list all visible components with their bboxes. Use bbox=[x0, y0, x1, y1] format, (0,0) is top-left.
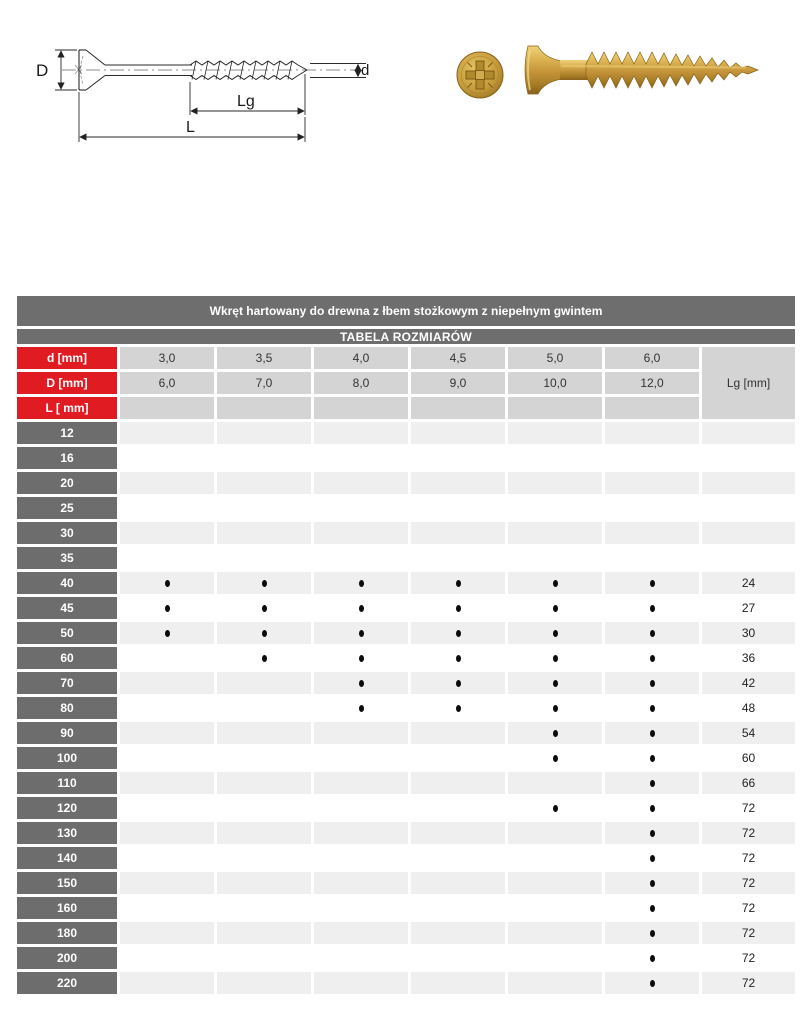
table-row bbox=[17, 847, 795, 869]
availability-dot-cell bbox=[605, 947, 699, 969]
availability-dot-cell bbox=[120, 622, 214, 644]
lg-value-cell bbox=[702, 522, 795, 544]
availability-empty-cell bbox=[508, 772, 602, 794]
availability-empty-cell bbox=[120, 972, 214, 994]
availability-empty-cell bbox=[605, 447, 699, 469]
lg-value-cell: 72 bbox=[702, 822, 795, 844]
table-row bbox=[17, 947, 795, 969]
availability-empty-cell bbox=[217, 772, 311, 794]
availability-empty-cell bbox=[411, 947, 505, 969]
d-value-cell: 4,5 bbox=[411, 347, 505, 369]
availability-dot bbox=[650, 680, 655, 687]
length-value-cell: 160 bbox=[17, 897, 117, 919]
availability-dot bbox=[553, 730, 558, 737]
length-value-cell: 200 bbox=[17, 947, 117, 969]
table-row bbox=[17, 497, 795, 519]
dimension-label-Lg: Lg bbox=[237, 93, 255, 110]
availability-dot bbox=[456, 580, 461, 587]
availability-empty-cell bbox=[217, 747, 311, 769]
availability-dot-cell bbox=[605, 822, 699, 844]
availability-dot bbox=[650, 805, 655, 812]
availability-empty-cell bbox=[508, 847, 602, 869]
availability-dot bbox=[165, 605, 170, 612]
screw-product-photo bbox=[446, 20, 812, 138]
availability-empty-cell bbox=[508, 897, 602, 919]
availability-empty-cell bbox=[314, 522, 408, 544]
availability-empty-cell bbox=[314, 472, 408, 494]
screw-thread bbox=[586, 52, 758, 88]
availability-dot bbox=[650, 955, 655, 962]
availability-dot bbox=[650, 830, 655, 837]
availability-dot bbox=[456, 655, 461, 662]
availability-dot-cell bbox=[508, 747, 602, 769]
availability-dot bbox=[650, 630, 655, 637]
d-value-cell: 3,0 bbox=[120, 347, 214, 369]
availability-empty-cell bbox=[120, 422, 214, 444]
screw-technical-drawing bbox=[16, 24, 386, 156]
availability-dot bbox=[456, 605, 461, 612]
availability-dot-cell bbox=[508, 597, 602, 619]
availability-empty-cell bbox=[411, 522, 505, 544]
table-row bbox=[17, 522, 795, 544]
lg-value-cell: 72 bbox=[702, 872, 795, 894]
availability-dot bbox=[262, 605, 267, 612]
availability-empty-cell bbox=[605, 547, 699, 569]
availability-empty-cell bbox=[314, 847, 408, 869]
availability-empty-cell bbox=[217, 822, 311, 844]
availability-dot-cell bbox=[508, 647, 602, 669]
lg-header-cell: Lg [mm] bbox=[702, 347, 795, 419]
availability-dot bbox=[650, 930, 655, 937]
length-value-cell: 80 bbox=[17, 697, 117, 719]
pozidriv-recess-icon bbox=[466, 61, 494, 89]
availability-empty-cell bbox=[411, 797, 505, 819]
availability-empty-cell bbox=[314, 747, 408, 769]
lg-value-cell: 72 bbox=[702, 922, 795, 944]
availability-dot bbox=[553, 705, 558, 712]
availability-empty-cell bbox=[120, 697, 214, 719]
lg-value-cell bbox=[702, 447, 795, 469]
availability-dot bbox=[553, 630, 558, 637]
availability-dot-cell bbox=[314, 597, 408, 619]
availability-empty-cell bbox=[508, 447, 602, 469]
availability-empty-cell bbox=[508, 872, 602, 894]
availability-empty-cell bbox=[120, 472, 214, 494]
availability-dot bbox=[650, 655, 655, 662]
availability-empty-cell bbox=[217, 672, 311, 694]
lg-value-cell: 24 bbox=[702, 572, 795, 594]
availability-dot bbox=[650, 980, 655, 987]
table-row bbox=[17, 872, 795, 894]
availability-empty-cell bbox=[120, 872, 214, 894]
availability-dot bbox=[165, 580, 170, 587]
availability-empty-cell bbox=[217, 722, 311, 744]
dimension-label-d: d bbox=[361, 62, 370, 79]
screw-shank bbox=[560, 60, 588, 80]
availability-dot-cell bbox=[411, 572, 505, 594]
length-value-cell: 110 bbox=[17, 772, 117, 794]
length-value-cell: 140 bbox=[17, 847, 117, 869]
lg-value-cell: 72 bbox=[702, 972, 795, 994]
length-value-cell: 30 bbox=[17, 522, 117, 544]
availability-empty-cell bbox=[120, 722, 214, 744]
availability-empty-cell bbox=[217, 697, 311, 719]
availability-dot bbox=[165, 630, 170, 637]
length-value-cell: 120 bbox=[17, 797, 117, 819]
table-row bbox=[17, 897, 795, 919]
availability-empty-cell bbox=[508, 472, 602, 494]
availability-dot-cell bbox=[605, 572, 699, 594]
D-value-cell: 12,0 bbox=[605, 372, 699, 394]
availability-dot-cell bbox=[605, 747, 699, 769]
availability-dot-cell bbox=[314, 622, 408, 644]
table-row bbox=[17, 972, 795, 994]
availability-dot bbox=[359, 630, 364, 637]
availability-dot-cell bbox=[508, 572, 602, 594]
size-table bbox=[14, 293, 798, 997]
availability-dot-cell bbox=[605, 697, 699, 719]
availability-dot-cell bbox=[605, 972, 699, 994]
availability-empty-cell bbox=[120, 672, 214, 694]
table-row bbox=[17, 772, 795, 794]
availability-empty-cell bbox=[411, 822, 505, 844]
d-value-cell: 6,0 bbox=[605, 347, 699, 369]
availability-empty-cell bbox=[411, 922, 505, 944]
lg-value-cell: 36 bbox=[702, 647, 795, 669]
availability-dot bbox=[359, 605, 364, 612]
header-row-D bbox=[17, 372, 795, 394]
availability-dot bbox=[456, 680, 461, 687]
lg-value-cell: 27 bbox=[702, 597, 795, 619]
d-value-cell: 4,0 bbox=[314, 347, 408, 369]
availability-dot bbox=[650, 780, 655, 787]
availability-empty-cell bbox=[314, 547, 408, 569]
lg-value-cell bbox=[702, 547, 795, 569]
availability-dot bbox=[553, 755, 558, 762]
availability-empty-cell bbox=[508, 422, 602, 444]
availability-dot-cell bbox=[217, 597, 311, 619]
availability-empty-cell bbox=[120, 797, 214, 819]
availability-dot bbox=[553, 605, 558, 612]
availability-empty-cell bbox=[217, 872, 311, 894]
table-row bbox=[17, 672, 795, 694]
length-value-cell: 150 bbox=[17, 872, 117, 894]
length-value-cell: 25 bbox=[17, 497, 117, 519]
availability-empty-cell bbox=[508, 972, 602, 994]
lg-value-cell: 72 bbox=[702, 847, 795, 869]
availability-empty-cell bbox=[411, 847, 505, 869]
availability-empty-cell bbox=[217, 472, 311, 494]
availability-dot-cell bbox=[314, 672, 408, 694]
availability-dot-cell bbox=[217, 622, 311, 644]
availability-empty-cell bbox=[217, 497, 311, 519]
availability-dot bbox=[456, 630, 461, 637]
availability-empty-cell bbox=[314, 722, 408, 744]
lg-value-cell: 72 bbox=[702, 897, 795, 919]
availability-empty-cell bbox=[120, 897, 214, 919]
availability-dot-cell bbox=[217, 647, 311, 669]
availability-dot bbox=[262, 655, 267, 662]
availability-dot bbox=[359, 580, 364, 587]
D-value-cell: 7,0 bbox=[217, 372, 311, 394]
table-row bbox=[17, 572, 795, 594]
empty-header-cell bbox=[120, 397, 214, 419]
availability-dot bbox=[262, 630, 267, 637]
availability-dot-cell bbox=[508, 672, 602, 694]
availability-empty-cell bbox=[120, 522, 214, 544]
header-row-d bbox=[17, 347, 795, 369]
empty-header-cell bbox=[605, 397, 699, 419]
availability-dot bbox=[650, 855, 655, 862]
availability-dot bbox=[650, 580, 655, 587]
availability-dot-cell bbox=[605, 922, 699, 944]
availability-empty-cell bbox=[508, 822, 602, 844]
availability-dot-cell bbox=[508, 697, 602, 719]
availability-empty-cell bbox=[605, 472, 699, 494]
availability-empty-cell bbox=[314, 922, 408, 944]
D-value-cell: 8,0 bbox=[314, 372, 408, 394]
L-label-cell: L [ mm] bbox=[17, 397, 117, 419]
availability-dot bbox=[650, 730, 655, 737]
lg-value-cell: 60 bbox=[702, 747, 795, 769]
lg-value-cell bbox=[702, 472, 795, 494]
availability-empty-cell bbox=[120, 647, 214, 669]
availability-empty-cell bbox=[508, 547, 602, 569]
length-value-cell: 220 bbox=[17, 972, 117, 994]
availability-dot bbox=[650, 880, 655, 887]
availability-empty-cell bbox=[120, 772, 214, 794]
availability-empty-cell bbox=[411, 447, 505, 469]
availability-empty-cell bbox=[508, 522, 602, 544]
table-row bbox=[17, 472, 795, 494]
availability-dot-cell bbox=[605, 847, 699, 869]
lg-value-cell: 42 bbox=[702, 672, 795, 694]
availability-empty-cell bbox=[411, 722, 505, 744]
availability-dot bbox=[359, 680, 364, 687]
length-value-cell: 90 bbox=[17, 722, 117, 744]
availability-empty-cell bbox=[120, 447, 214, 469]
availability-dot bbox=[553, 680, 558, 687]
availability-empty-cell bbox=[508, 497, 602, 519]
availability-empty-cell bbox=[217, 522, 311, 544]
availability-empty-cell bbox=[217, 547, 311, 569]
availability-dot bbox=[650, 705, 655, 712]
availability-empty-cell bbox=[411, 422, 505, 444]
availability-dot-cell bbox=[217, 572, 311, 594]
availability-empty-cell bbox=[314, 872, 408, 894]
availability-empty-cell bbox=[411, 747, 505, 769]
availability-empty-cell bbox=[508, 922, 602, 944]
length-value-cell: 50 bbox=[17, 622, 117, 644]
availability-dot-cell bbox=[605, 672, 699, 694]
lg-value-cell: 54 bbox=[702, 722, 795, 744]
availability-dot bbox=[456, 705, 461, 712]
availability-empty-cell bbox=[314, 822, 408, 844]
availability-dot-cell bbox=[314, 572, 408, 594]
d-value-cell: 5,0 bbox=[508, 347, 602, 369]
table-row bbox=[17, 647, 795, 669]
length-value-cell: 12 bbox=[17, 422, 117, 444]
availability-empty-cell bbox=[314, 972, 408, 994]
availability-dot-cell bbox=[605, 722, 699, 744]
availability-empty-cell bbox=[120, 497, 214, 519]
length-value-cell: 130 bbox=[17, 822, 117, 844]
availability-dot-cell bbox=[605, 897, 699, 919]
empty-header-cell bbox=[508, 397, 602, 419]
availability-empty-cell bbox=[605, 522, 699, 544]
length-value-cell: 40 bbox=[17, 572, 117, 594]
availability-empty-cell bbox=[120, 747, 214, 769]
availability-empty-cell bbox=[217, 972, 311, 994]
lg-value-cell bbox=[702, 497, 795, 519]
availability-dot bbox=[553, 655, 558, 662]
availability-empty-cell bbox=[217, 447, 311, 469]
d-label-cell: d [mm] bbox=[17, 347, 117, 369]
availability-empty-cell bbox=[217, 847, 311, 869]
table-row bbox=[17, 697, 795, 719]
availability-empty-cell bbox=[411, 872, 505, 894]
availability-empty-cell bbox=[120, 822, 214, 844]
dimension-d bbox=[310, 64, 366, 78]
D-value-cell: 10,0 bbox=[508, 372, 602, 394]
length-value-cell: 70 bbox=[17, 672, 117, 694]
table-row bbox=[17, 422, 795, 444]
availability-dot-cell bbox=[411, 672, 505, 694]
availability-dot-cell bbox=[411, 622, 505, 644]
table-row bbox=[17, 822, 795, 844]
availability-empty-cell bbox=[411, 897, 505, 919]
lg-value-cell: 48 bbox=[702, 697, 795, 719]
lg-value-cell bbox=[702, 422, 795, 444]
empty-header-cell bbox=[411, 397, 505, 419]
availability-empty-cell bbox=[411, 972, 505, 994]
availability-dot bbox=[650, 905, 655, 912]
dimension-label-L: L bbox=[186, 119, 195, 136]
availability-dot-cell bbox=[411, 697, 505, 719]
length-value-cell: 100 bbox=[17, 747, 117, 769]
table-row bbox=[17, 447, 795, 469]
dimension-label-D: D bbox=[36, 61, 49, 80]
lg-value-cell: 72 bbox=[702, 797, 795, 819]
availability-dot-cell bbox=[605, 772, 699, 794]
availability-dot-cell bbox=[508, 797, 602, 819]
length-value-cell: 20 bbox=[17, 472, 117, 494]
table-row bbox=[17, 722, 795, 744]
table-row bbox=[17, 597, 795, 619]
availability-dot-cell bbox=[605, 597, 699, 619]
empty-header-cell bbox=[217, 397, 311, 419]
availability-empty-cell bbox=[411, 497, 505, 519]
length-value-cell: 45 bbox=[17, 597, 117, 619]
table-title: Wkręt hartowany do drewna z łbem stożkowym z niepełnym gwintem bbox=[17, 296, 795, 326]
d-value-cell: 3,5 bbox=[217, 347, 311, 369]
availability-dot bbox=[553, 805, 558, 812]
availability-dot bbox=[359, 705, 364, 712]
length-value-cell: 16 bbox=[17, 447, 117, 469]
availability-dot-cell bbox=[605, 797, 699, 819]
availability-empty-cell bbox=[411, 772, 505, 794]
size-rows bbox=[17, 422, 795, 994]
availability-empty-cell bbox=[217, 422, 311, 444]
availability-empty-cell bbox=[314, 447, 408, 469]
availability-empty-cell bbox=[314, 897, 408, 919]
table-row bbox=[17, 922, 795, 944]
availability-empty-cell bbox=[314, 772, 408, 794]
availability-dot-cell bbox=[120, 572, 214, 594]
D-value-cell: 6,0 bbox=[120, 372, 214, 394]
lg-value-cell: 30 bbox=[702, 622, 795, 644]
lg-value-cell: 66 bbox=[702, 772, 795, 794]
table-row bbox=[17, 622, 795, 644]
empty-header-cell bbox=[314, 397, 408, 419]
header-row-L bbox=[17, 397, 795, 419]
availability-empty-cell bbox=[217, 922, 311, 944]
availability-dot bbox=[553, 580, 558, 587]
availability-dot bbox=[359, 655, 364, 662]
availability-empty-cell bbox=[314, 797, 408, 819]
availability-dot-cell bbox=[605, 647, 699, 669]
availability-empty-cell bbox=[120, 547, 214, 569]
availability-dot-cell bbox=[411, 647, 505, 669]
table-subtitle: TABELA ROZMIARÓW bbox=[17, 329, 795, 344]
lg-value-cell: 72 bbox=[702, 947, 795, 969]
availability-empty-cell bbox=[314, 947, 408, 969]
availability-dot-cell bbox=[508, 722, 602, 744]
availability-empty-cell bbox=[605, 497, 699, 519]
availability-empty-cell bbox=[217, 947, 311, 969]
availability-empty-cell bbox=[120, 947, 214, 969]
availability-empty-cell bbox=[314, 422, 408, 444]
availability-empty-cell bbox=[217, 897, 311, 919]
availability-dot-cell bbox=[314, 697, 408, 719]
D-label-cell: D [mm] bbox=[17, 372, 117, 394]
screw-head-front-view bbox=[457, 52, 503, 98]
availability-empty-cell bbox=[314, 497, 408, 519]
length-value-cell: 180 bbox=[17, 922, 117, 944]
availability-empty-cell bbox=[217, 797, 311, 819]
availability-dot-cell bbox=[120, 597, 214, 619]
availability-dot-cell bbox=[314, 647, 408, 669]
length-value-cell: 35 bbox=[17, 547, 117, 569]
availability-empty-cell bbox=[120, 847, 214, 869]
availability-empty-cell bbox=[411, 547, 505, 569]
D-value-cell: 9,0 bbox=[411, 372, 505, 394]
availability-empty-cell bbox=[508, 947, 602, 969]
screw-head-side bbox=[525, 46, 562, 94]
availability-dot-cell bbox=[605, 622, 699, 644]
table-row bbox=[17, 797, 795, 819]
table-row bbox=[17, 747, 795, 769]
availability-dot bbox=[650, 755, 655, 762]
availability-dot bbox=[262, 580, 267, 587]
screw-side-view bbox=[525, 46, 758, 94]
availability-dot-cell bbox=[411, 597, 505, 619]
availability-dot-cell bbox=[605, 872, 699, 894]
availability-empty-cell bbox=[120, 922, 214, 944]
availability-dot bbox=[650, 605, 655, 612]
availability-empty-cell bbox=[411, 472, 505, 494]
availability-dot-cell bbox=[508, 622, 602, 644]
length-value-cell: 60 bbox=[17, 647, 117, 669]
availability-empty-cell bbox=[605, 422, 699, 444]
table-row bbox=[17, 547, 795, 569]
